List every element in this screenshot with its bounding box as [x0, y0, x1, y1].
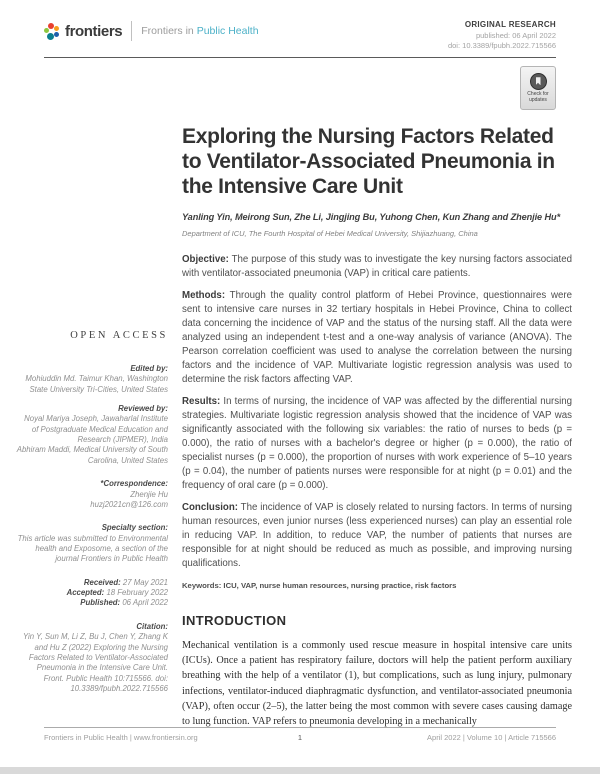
reviewer-entry: Abhiram Maddi, Medical University of South Carolina, United States	[16, 445, 168, 465]
keywords-line: Keywords: ICU, VAP, nurse human resources, nursing practice, risk factors	[182, 580, 457, 590]
edited-by-block	[16, 364, 168, 395]
journal-header	[44, 21, 259, 41]
header-divider	[44, 57, 556, 58]
abstract-objective: Objective: The purpose of this study was to investigate the key nursing factors associated with ventilator-associated pneumonia (VAP) in critical care patients.	[182, 254, 572, 280]
article-type-label: ORIGINAL RESEARCH	[464, 20, 556, 29]
section-heading-introduction: INTRODUCTION	[182, 612, 287, 628]
check-updates-label: Check for updates	[527, 90, 549, 103]
abstract-results: Results: In terms of nursing, the incidence of VAP was affected by the differential nursing strategies. Multivariate logistic regression analysis showed that the incidence of VAP was significantly associated with the following six variables: the ratio of nurses to beds (p = 0.000), the ratio of nurses with a bachelor's degree or higher (p = 0.000), the ratio of specialist nurses (p = 0.000), the proportion of nurses with work experience of 5–10 years (p = 0.04), the number of patients nurses were responsible for at night (p = 0.01) and the frequency of oral care (p = 0.000).	[182, 396, 573, 491]
correspondence-label: *Correspondence:	[100, 479, 168, 489]
abstract-methods: Methods: Through the quality control platform of Hebei Province, questionnaires were sent to intensive care nurses in 32 tertiary hospitals in Hebei Province, China to collect data concerning the incidence of VAP and the status of the nursing staff. All the data were analyzed using an independent t-test and a one-way analysis of variance (ANOVA). The Pearson correlation coefficient was used to analyse the correlation between the nursing factors and the incidence of VAP. Multivariate logistic regression analysis was used to determine the risk factors affecting VAP.	[182, 290, 572, 386]
edited-by-label: Edited by:	[130, 363, 168, 373]
check-for-updates-badge[interactable]	[520, 66, 556, 110]
introduction-paragraph: Mechanical ventilation is a commonly used rescue measure in hospital intensive care units (ICUs). Once a patient has respiratory failure, doctors will help the patient perform auxiliary breathing with the help of a ventilator (1), but complications, such as lung injury, pulmonary infections, ventilator-induced diaphragmatic dysfunction, and ventilator-associated pneumonia (VAP), often occur (2–5), the latter being the most common with severe cases causing damage to lung function. VAP refers to pneumonia developing in a mechanically	[182, 639, 572, 728]
journal-prefix: Frontiers in	[141, 25, 194, 37]
edited-by-text: Mohiuddin Md. Taimur Khan, Washington State University Tri-Cities, United States	[25, 374, 168, 394]
dates-block	[16, 578, 168, 609]
affiliation: Department of ICU, The Fourth Hospital of Hebei Medical University, Shijiazhuang, China	[182, 229, 478, 239]
correspondence-name: Zhenjie Hu	[130, 489, 168, 499]
citation-text: Yin Y, Sun M, Li Z, Bu J, Chen Y, Zhang K and Hu Z (2022) Exploring the Nursing Factors Related to Ventilator-Associated Pneumonia in the Intensive Care Unit. Front. Public Health 10:715566. doi: 10.3389/fpubh.2022.715566	[22, 632, 168, 693]
citation-label: Citation:	[136, 621, 168, 631]
open-access-label: OPEN ACCESS	[70, 330, 168, 341]
specialty-section-block	[16, 523, 168, 564]
specialty-section-text: This article was submitted to Environmental health and Exposome, a section of the journal Frontiers in Public Health	[17, 533, 168, 564]
citation-block	[16, 622, 168, 695]
page-edge	[0, 767, 600, 774]
reviewed-by-block	[16, 404, 168, 466]
correspondence-block	[16, 479, 168, 510]
journal-name-link[interactable]: Public Health	[196, 25, 259, 37]
page-number: 1	[297, 733, 303, 742]
author-list: Yanling Yin, Meirong Sun, Zhe Li, Jingjing Bu, Yuhong Chen, Kun Zhang and Zhenjie Hu*	[182, 212, 561, 223]
correspondence-email-link[interactable]: huzj2021cn@126.com	[90, 499, 168, 509]
abstract-conclusion: Conclusion: The incidence of VAP is closely related to nursing factors. In terms of nursing human resources, even junior nurses (less experienced nurses) can play an essential role in reducing VAP. In addition, to reduce VAP, the number of patients that nurses are responsible for at night should be reduced as much as possible, and improving nursing qualifications.	[182, 501, 572, 569]
reviewer-entry: Noyal Mariya Joseph, Jawaharlal Institute of Postgraduate Medical Education and Research (JIPMER), India	[24, 414, 168, 445]
frontiers-logo-text: frontiers	[65, 22, 123, 40]
page-title: Exploring the Nursing Factors Related to Ventilator-Associated Pneumonia in the Intensive Care Unit	[182, 125, 555, 198]
logo-divider	[131, 21, 132, 41]
page-footer	[44, 733, 556, 742]
frontiers-logo-icon	[44, 23, 60, 40]
specialty-section-label: Specialty section:	[101, 523, 168, 533]
article-meta	[448, 20, 556, 50]
journal-title	[141, 25, 258, 37]
accepted-date: Accepted: 18 February 2022	[66, 588, 168, 598]
published-date-sidebar: Published: 06 April 2022	[80, 598, 168, 608]
footer-journal-url: Frontiers in Public Health | www.frontiersin.org	[44, 733, 198, 742]
received-date: Received: 27 May 2021	[83, 577, 168, 587]
reviewed-by-label: Reviewed by:	[118, 404, 168, 414]
doi-link[interactable]: doi: 10.3389/fpubh.2022.715566	[447, 41, 556, 50]
article-info-sidebar	[16, 329, 168, 703]
published-date: published: 06 April 2022	[475, 30, 556, 40]
footer-divider	[44, 727, 556, 728]
abstract	[182, 253, 572, 589]
article-body	[182, 125, 572, 740]
bookmark-icon	[530, 73, 547, 90]
footer-issue-info: April 2022 | Volume 10 | Article 715566	[427, 733, 557, 742]
